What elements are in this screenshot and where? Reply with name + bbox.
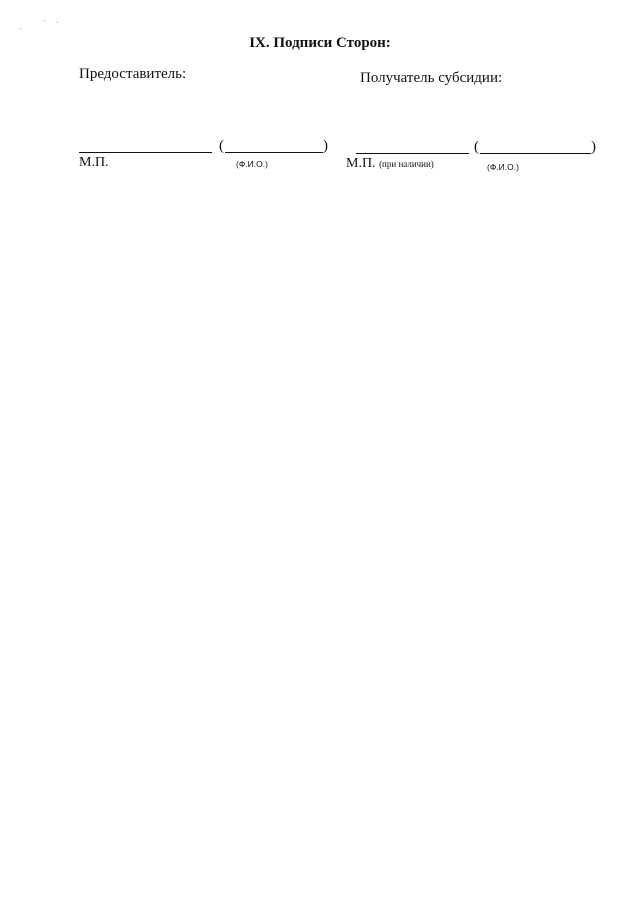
- provider-name-close-paren: ): [323, 138, 328, 154]
- section-title: IX. Подписи Сторон:: [249, 35, 391, 51]
- recipient-name-close-paren: ): [591, 139, 596, 155]
- recipient-label: Получатель субсидии:: [360, 70, 503, 86]
- recipient-name-line: [480, 153, 591, 154]
- recipient-stamp-label: [346, 156, 434, 172]
- recipient-signature-line: [356, 153, 469, 154]
- recipient-stamp-note: (при наличии): [379, 159, 434, 169]
- provider-signature-line: [79, 152, 212, 153]
- provider-stamp-label: [79, 155, 109, 171]
- recipient-name-caption: (Ф.И.О.): [487, 162, 519, 172]
- recipient-name-open-paren: (: [474, 139, 479, 155]
- scan-speck: [44, 20, 45, 21]
- scan-speck: [57, 22, 58, 23]
- provider-name-open-paren: (: [219, 138, 224, 154]
- provider-name-line: [225, 152, 323, 153]
- recipient-stamp-text: М.П.: [346, 156, 376, 171]
- provider-label: Предоставитель:: [79, 66, 187, 82]
- scan-speck: [20, 28, 21, 29]
- provider-name-caption: (Ф.И.О.): [236, 159, 268, 169]
- provider-stamp-text: М.П.: [79, 155, 109, 170]
